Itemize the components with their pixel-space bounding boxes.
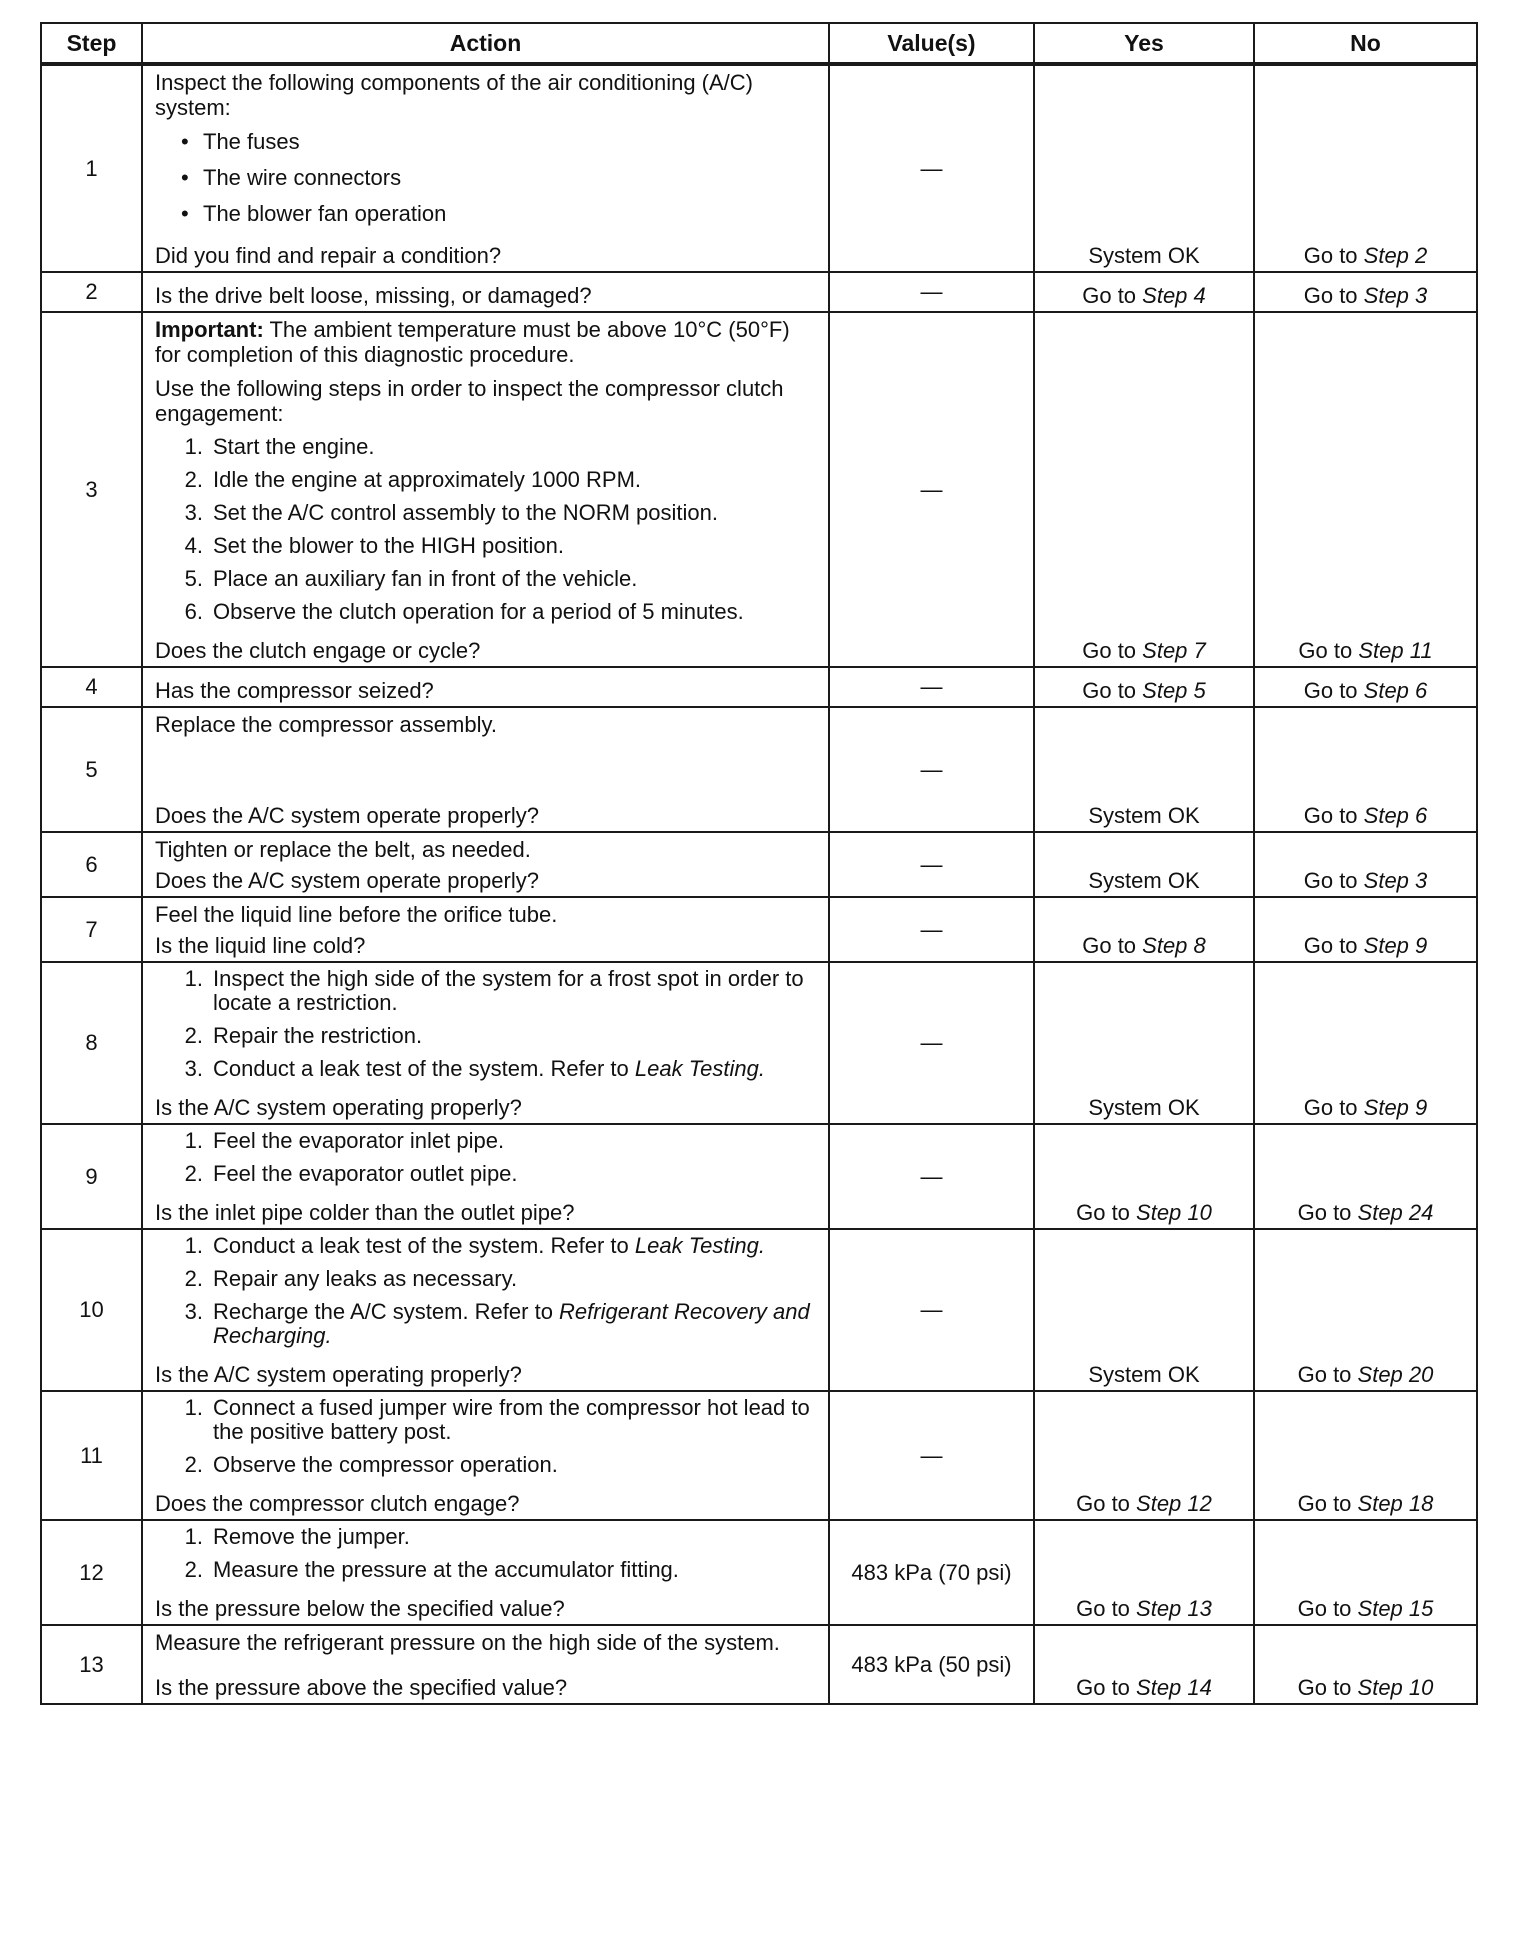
table-row	[41, 667, 1477, 707]
procedure-step	[155, 1453, 820, 1477]
step-number: 12	[41, 1520, 142, 1625]
step-number: 6	[41, 832, 142, 897]
value-cell: —	[829, 667, 1034, 707]
procedure-step-body: Observe the compressor operation.	[213, 1452, 558, 1477]
no-result-text: Go to	[1303, 868, 1364, 893]
action-instructions	[155, 317, 820, 632]
no-step-reference: Step 9	[1363, 1095, 1428, 1120]
action-content	[155, 1396, 820, 1516]
procedure-step-body: Repair any leaks as necessary.	[213, 1266, 518, 1291]
no-result	[1254, 64, 1477, 272]
value-cell: 483 kPa (50 psi)	[829, 1625, 1034, 1704]
action-cell	[142, 1520, 829, 1625]
value-cell: —	[829, 64, 1034, 272]
action-cell	[142, 962, 829, 1124]
procedure-step	[155, 1162, 820, 1186]
no-result-text: Go to	[1297, 1596, 1358, 1621]
table-row	[41, 1625, 1477, 1704]
step-number: 8	[41, 962, 142, 1124]
no-result	[1254, 962, 1477, 1124]
table-row	[41, 1391, 1477, 1520]
action-question: Does the A/C system operate properly?	[155, 868, 539, 893]
action-content	[155, 1129, 820, 1225]
step-number: 11	[41, 1391, 142, 1520]
value-cell: —	[829, 832, 1034, 897]
yes-result-text: Go to	[1082, 283, 1143, 308]
procedure-step-body: Conduct a leak test of the system. Refer to	[213, 1233, 635, 1258]
no-result-text: Go to	[1297, 1675, 1358, 1700]
value-cell: —	[829, 962, 1034, 1124]
procedure-step-text	[213, 967, 820, 1015]
yes-result-text: System OK	[1088, 243, 1200, 268]
yes-result	[1034, 897, 1254, 962]
procedure-step-number: 2.	[184, 1452, 203, 1477]
no-result-text: Go to	[1303, 678, 1364, 703]
table-header	[41, 23, 1477, 64]
procedure-step	[155, 1558, 820, 1582]
procedure-step-text	[213, 435, 820, 459]
procedure-step	[155, 1057, 820, 1081]
action-content	[155, 712, 820, 828]
action-question: Did you find and repair a condition?	[155, 243, 502, 268]
action-question: Is the pressure below the specified value?	[155, 1596, 565, 1621]
table-row	[41, 1520, 1477, 1625]
yes-result	[1034, 1625, 1254, 1704]
no-result-text: Go to	[1303, 933, 1364, 958]
yes-result-text: Go to	[1082, 678, 1143, 703]
no-result	[1254, 1124, 1477, 1229]
action-content	[155, 1234, 820, 1387]
yes-result-text: Go to	[1082, 933, 1143, 958]
yes-result	[1034, 962, 1254, 1124]
yes-result-text: Go to	[1076, 1675, 1137, 1700]
procedure-step-body: Connect a fused jumper wire from the compressor hot lead to the positive battery post.	[213, 1395, 810, 1444]
header-values: Value(s)	[829, 23, 1034, 64]
procedure-step-body: Set the blower to the HIGH position.	[213, 533, 564, 558]
procedure-step	[155, 1267, 820, 1291]
yes-result	[1034, 64, 1254, 272]
no-result-text: Go to	[1297, 1362, 1358, 1387]
action-instructions	[155, 712, 820, 737]
procedure-step-body: Observe the clutch operation for a period of 5 minutes.	[213, 599, 744, 624]
procedure-step	[155, 1396, 820, 1444]
component-list	[155, 129, 820, 226]
no-result	[1254, 1625, 1477, 1704]
no-step-reference: Step 24	[1357, 1200, 1434, 1225]
procedure-step	[155, 567, 820, 591]
no-result-text: Go to	[1298, 638, 1359, 663]
yes-result	[1034, 1229, 1254, 1391]
action-content	[155, 902, 820, 958]
action-cell	[142, 64, 829, 272]
step-number: 5	[41, 707, 142, 832]
action-instructions	[155, 1525, 820, 1590]
yes-result	[1034, 667, 1254, 707]
no-result-text: Go to	[1303, 283, 1364, 308]
component-item: • The blower fan operation	[181, 201, 820, 226]
procedure-step-number: 2.	[184, 1161, 203, 1186]
procedure-step-text	[213, 1057, 820, 1081]
value-cell: —	[829, 707, 1034, 832]
yes-result	[1034, 1391, 1254, 1520]
no-step-reference: Step 3	[1363, 283, 1428, 308]
procedure-step-body: Recharge the A/C system. Refer to	[213, 1299, 560, 1324]
action-cell	[142, 707, 829, 832]
procedure-reference: Leak Testing.	[634, 1056, 765, 1081]
procedure-step-number: 2.	[184, 1023, 203, 1048]
no-step-reference: Step 18	[1357, 1491, 1434, 1516]
procedure-step-text	[213, 1162, 820, 1186]
no-result	[1254, 897, 1477, 962]
action-intro: Feel the liquid line before the orifice tube.	[155, 902, 558, 927]
step-number: 9	[41, 1124, 142, 1229]
diagnostic-table	[40, 22, 1478, 1705]
procedure-step-text	[213, 1396, 820, 1444]
value-cell: —	[829, 897, 1034, 962]
procedure-step-text	[213, 1300, 820, 1348]
table-row	[41, 1124, 1477, 1229]
action-intro: Replace the compressor assembly.	[155, 712, 497, 737]
action-content	[155, 1525, 820, 1621]
procedure-list	[155, 435, 820, 624]
procedure-step-text	[213, 534, 820, 558]
action-question: Does the A/C system operate properly?	[155, 803, 539, 828]
no-step-reference: Step 10	[1357, 1675, 1434, 1700]
action-instructions	[155, 837, 820, 862]
no-result	[1254, 667, 1477, 707]
table-row	[41, 832, 1477, 897]
yes-result	[1034, 312, 1254, 667]
action-question: Is the A/C system operating properly?	[155, 1362, 522, 1387]
yes-step-reference: Step 13	[1136, 1596, 1212, 1621]
procedure-step	[155, 1129, 820, 1153]
yes-result-text: Go to	[1076, 1491, 1137, 1516]
procedure-step-text	[213, 468, 820, 492]
no-result	[1254, 1520, 1477, 1625]
action-cell	[142, 1124, 829, 1229]
procedure-step-body: Conduct a leak test of the system. Refer to	[213, 1056, 635, 1081]
no-result	[1254, 832, 1477, 897]
action-cell	[142, 312, 829, 667]
action-cell	[142, 272, 829, 312]
action-question: Is the pressure above the specified value?	[155, 1675, 568, 1700]
yes-step-reference: Step 5	[1142, 678, 1206, 703]
no-result-text: Go to	[1303, 803, 1364, 828]
action-instructions	[155, 1129, 820, 1194]
procedure-list	[155, 1129, 820, 1186]
yes-step-reference: Step 10	[1136, 1200, 1212, 1225]
no-result	[1254, 1391, 1477, 1520]
yes-result	[1034, 832, 1254, 897]
procedure-step-body: Set the A/C control assembly to the NORM position.	[213, 500, 719, 525]
important-label: Important:	[155, 317, 264, 342]
table-body	[41, 64, 1477, 1704]
action-cell	[142, 1229, 829, 1391]
no-step-reference: Step 3	[1363, 868, 1428, 893]
yes-step-reference: Step 14	[1136, 1675, 1212, 1700]
yes-result-text: Go to	[1076, 1596, 1137, 1621]
action-question: Is the liquid line cold?	[155, 933, 366, 958]
no-result-text: Go to	[1297, 1200, 1358, 1225]
procedure-step-body: Start the engine.	[213, 434, 375, 459]
header-action: Action	[142, 23, 829, 64]
action-question: Has the compressor seized?	[155, 678, 434, 703]
procedure-reference: Refrigerant Recovery and Recharging.	[213, 1299, 810, 1348]
yes-result	[1034, 1124, 1254, 1229]
no-result-text: Go to	[1297, 1491, 1358, 1516]
action-content	[155, 837, 820, 893]
yes-step-reference: Step 4	[1142, 283, 1206, 308]
action-cell	[142, 1625, 829, 1704]
no-result-text: Go to	[1303, 243, 1364, 268]
action-instructions	[155, 967, 820, 1089]
yes-result-text: System OK	[1088, 1095, 1200, 1120]
step-number: 2	[41, 272, 142, 312]
procedure-list	[155, 1525, 820, 1582]
action-question: Does the compressor clutch engage?	[155, 1491, 520, 1516]
header-step: Step	[41, 23, 142, 64]
procedure-step-number: 1.	[184, 1128, 203, 1153]
procedure-step-body: Place an auxiliary fan in front of the vehicle.	[213, 566, 638, 591]
no-step-reference: Step 9	[1363, 933, 1428, 958]
table-row	[41, 962, 1477, 1124]
procedure-step	[155, 1024, 820, 1048]
action-content	[155, 70, 820, 268]
procedure-reference: Leak Testing.	[634, 1233, 765, 1258]
yes-result-text: Go to	[1076, 1200, 1137, 1225]
step-number: 4	[41, 667, 142, 707]
value-cell: —	[829, 272, 1034, 312]
procedure-step-number: 1.	[184, 1395, 203, 1420]
procedure-step-number: 2.	[184, 1557, 203, 1582]
procedure-step-body: Feel the evaporator outlet pipe.	[213, 1161, 518, 1186]
table-row	[41, 897, 1477, 962]
no-result	[1254, 272, 1477, 312]
procedure-step-number: 2.	[184, 467, 203, 492]
value-cell: —	[829, 1391, 1034, 1520]
no-step-reference: Step 20	[1357, 1362, 1434, 1387]
no-step-reference: Step 15	[1357, 1596, 1434, 1621]
table-row	[41, 312, 1477, 667]
header-no: No	[1254, 23, 1477, 64]
action-cell	[142, 1391, 829, 1520]
procedure-step	[155, 1525, 820, 1549]
header-row	[41, 23, 1477, 64]
procedure-step-text	[213, 1267, 820, 1291]
no-result-text: Go to	[1303, 1095, 1364, 1120]
table-row	[41, 1229, 1477, 1391]
yes-step-reference: Step 8	[1142, 933, 1206, 958]
procedure-step-body: Measure the pressure at the accumulator fitting.	[213, 1557, 679, 1582]
procedure-step-text	[213, 1234, 820, 1258]
procedure-step-number: 1.	[184, 966, 203, 991]
action-instructions	[155, 902, 820, 927]
procedure-list	[155, 967, 820, 1081]
no-step-reference: Step 6	[1363, 803, 1428, 828]
yes-result	[1034, 707, 1254, 832]
yes-result-text: System OK	[1088, 803, 1200, 828]
procedure-step	[155, 435, 820, 459]
yes-step-reference: Step 12	[1136, 1491, 1212, 1516]
value-cell: —	[829, 312, 1034, 667]
no-step-reference: Step 6	[1363, 678, 1428, 703]
yes-result	[1034, 272, 1254, 312]
procedure-step	[155, 1300, 820, 1348]
procedure-step-number: 4.	[184, 533, 203, 558]
yes-result-text: System OK	[1088, 1362, 1200, 1387]
procedure-step-number: 6.	[184, 599, 203, 624]
action-question: Does the clutch engage or cycle?	[155, 638, 481, 663]
action-instructions	[155, 1396, 820, 1485]
action-content	[155, 1630, 820, 1700]
step-number: 3	[41, 312, 142, 667]
procedure-step-text	[213, 1525, 820, 1549]
procedure-step-body: Remove the jumper.	[213, 1524, 410, 1549]
procedure-step-number: 2.	[184, 1266, 203, 1291]
value-cell: —	[829, 1124, 1034, 1229]
action-cell	[142, 667, 829, 707]
procedure-step	[155, 967, 820, 1015]
action-content	[155, 967, 820, 1120]
procedure-step-number: 1.	[184, 434, 203, 459]
procedure-step-text	[213, 600, 820, 624]
action-intro: Tighten or replace the belt, as needed.	[155, 837, 531, 862]
procedure-step-number: 1.	[184, 1233, 203, 1258]
component-item: • The wire connectors	[181, 165, 820, 190]
procedure-step-number: 3.	[184, 500, 203, 525]
step-number: 13	[41, 1625, 142, 1704]
procedure-step	[155, 1234, 820, 1258]
action-content	[155, 317, 820, 663]
step-number: 1	[41, 64, 142, 272]
action-intro: Inspect the following components of the air conditioning (A/C) system:	[155, 70, 753, 120]
procedure-step-body: Inspect the high side of the system for a frost spot in order to locate a restriction.	[213, 966, 804, 1015]
procedure-step-text	[213, 1453, 820, 1477]
action-instructions	[155, 1630, 820, 1655]
table-row	[41, 272, 1477, 312]
procedure-step-body: Repair the restriction.	[213, 1023, 423, 1048]
action-intro: Use the following steps in order to inspect the compressor clutch engagement:	[155, 376, 784, 426]
action-content	[155, 277, 820, 308]
no-result	[1254, 1229, 1477, 1391]
procedure-step	[155, 600, 820, 624]
action-cell	[142, 832, 829, 897]
action-instructions	[155, 70, 820, 237]
yes-result-text: Go to	[1082, 638, 1143, 663]
procedure-list	[155, 1234, 820, 1348]
yes-result-text: System OK	[1088, 868, 1200, 893]
component-item: • The fuses	[181, 129, 820, 154]
action-question: Is the A/C system operating properly?	[155, 1095, 522, 1120]
no-step-reference: Step 11	[1358, 638, 1433, 663]
no-result	[1254, 707, 1477, 832]
procedure-step	[155, 468, 820, 492]
step-number: 7	[41, 897, 142, 962]
value-cell: 483 kPa (70 psi)	[829, 1520, 1034, 1625]
procedure-step-number: 5.	[184, 566, 203, 591]
action-question: Is the inlet pipe colder than the outlet pipe?	[155, 1200, 575, 1225]
procedure-step-number: 3.	[184, 1056, 203, 1081]
action-instructions	[155, 1234, 820, 1356]
procedure-step-text	[213, 501, 820, 525]
header-yes: Yes	[1034, 23, 1254, 64]
yes-step-reference: Step 7	[1142, 638, 1206, 663]
procedure-step-text	[213, 1129, 820, 1153]
procedure-step	[155, 534, 820, 558]
step-number: 10	[41, 1229, 142, 1391]
procedure-step-body: Feel the evaporator inlet pipe.	[213, 1128, 505, 1153]
table-row	[41, 64, 1477, 272]
procedure-step-number: 3.	[184, 1299, 203, 1324]
procedure-step-text	[213, 1024, 820, 1048]
important-note	[155, 317, 820, 367]
action-content	[155, 672, 820, 703]
no-step-reference: Step 2	[1363, 243, 1428, 268]
action-cell	[142, 897, 829, 962]
table-row	[41, 707, 1477, 832]
value-cell: —	[829, 1229, 1034, 1391]
important-text: The ambient temperature must be above 10°C (50°F) for completion of this diagnostic procedure.	[155, 317, 790, 367]
yes-result	[1034, 1520, 1254, 1625]
action-intro: Measure the refrigerant pressure on the high side of the system.	[155, 1630, 780, 1655]
procedure-step-text	[213, 567, 820, 591]
procedure-step-number: 1.	[184, 1524, 203, 1549]
procedure-step-body: Idle the engine at approximately 1000 RPM.	[213, 467, 642, 492]
procedure-step	[155, 501, 820, 525]
procedure-step-text	[213, 1558, 820, 1582]
no-result	[1254, 312, 1477, 667]
procedure-list	[155, 1396, 820, 1477]
action-question: Is the drive belt loose, missing, or damaged?	[155, 283, 592, 308]
